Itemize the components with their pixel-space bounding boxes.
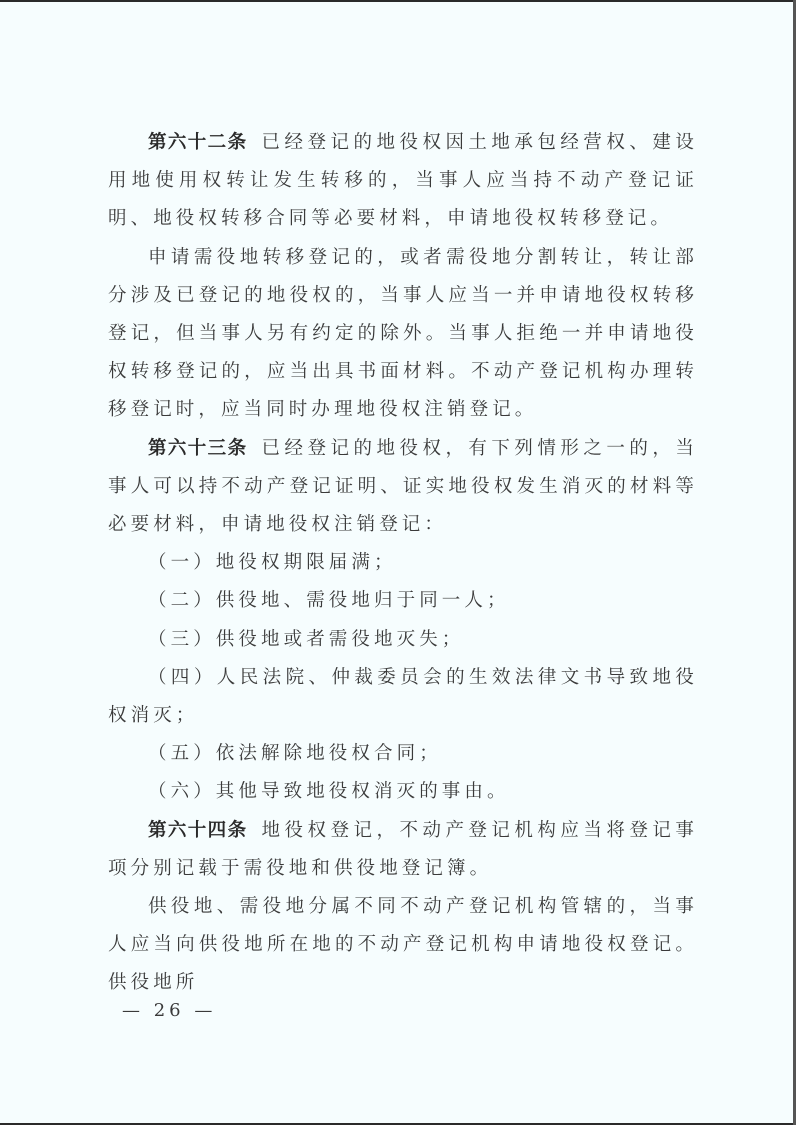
article-64-paragraph	[108, 812, 698, 888]
article-64-text: 地役权登记，不动产登记机构应当将登记事项分别记载于需役地和供役地登记簿。	[108, 819, 698, 879]
list-item-2	[108, 582, 698, 620]
list-item-4-text: （四）人民法院、仲裁委员会的生效法律文书导致地役权消灭；	[108, 666, 698, 727]
article-63-text: 已经登记的地役权，有下列情形之一的，当事人可以持不动产登记证明、证实地役权发生消灭的材料等必要材料，申请地役权注销登记：	[108, 437, 698, 536]
article-62-text-2: 申请需役地转移登记的，或者需役地分割转让，转让部分涉及已登记的地役权的，当事人应当一并申请地役权转移登记，但当事人另有约定的除外。当事人拒绝一并申请地役权转移登记的，应当出具书面材料。不动产登记机构办理转移登记时，应当同时办理地役权注销登记。	[108, 246, 698, 421]
list-item-3	[108, 621, 698, 659]
list-item-3-text: （三）供役地或者需役地灭失；	[148, 628, 465, 650]
article-62-text: 已经登记的地役权因土地承包经营权、建设用地使用权转让发生转移的，当事人应当持不动产登记证明、地役权转移合同等必要材料，申请地役权转移登记。	[108, 132, 698, 230]
article-62-paragraph	[108, 124, 698, 239]
article-62-paragraph-2	[108, 239, 698, 430]
article-64-text-2: 供役地、需役地分属不同不动产登记机构管辖的，当事人应当向供役地所在地的不动产登记机构申请地役权登记。供役地所	[108, 896, 698, 994]
article-63-heading: 第六十三条	[148, 437, 248, 459]
article-64-paragraph-2	[108, 888, 698, 1003]
article-64-heading: 第六十四条	[148, 819, 248, 841]
list-item-6	[108, 773, 698, 811]
list-item-2-text: （二）供役地、需役地归于同一人；	[148, 590, 510, 612]
list-item-1-text: （一）地役权期限届满；	[148, 552, 397, 574]
article-62-heading: 第六十二条	[148, 132, 248, 153]
list-item-6-text: （六）其他导致地役权消灭的事由。	[148, 781, 510, 803]
article-63-paragraph	[108, 430, 698, 545]
list-item-5-text: （五）依法解除地役权合同；	[148, 743, 442, 765]
document-page	[108, 124, 698, 1003]
page-number: — 26 —	[122, 1000, 217, 1021]
list-item-4	[108, 659, 698, 735]
scan-edge-top	[0, 0, 796, 2]
list-item-1	[108, 544, 698, 582]
list-item-5	[108, 735, 698, 773]
